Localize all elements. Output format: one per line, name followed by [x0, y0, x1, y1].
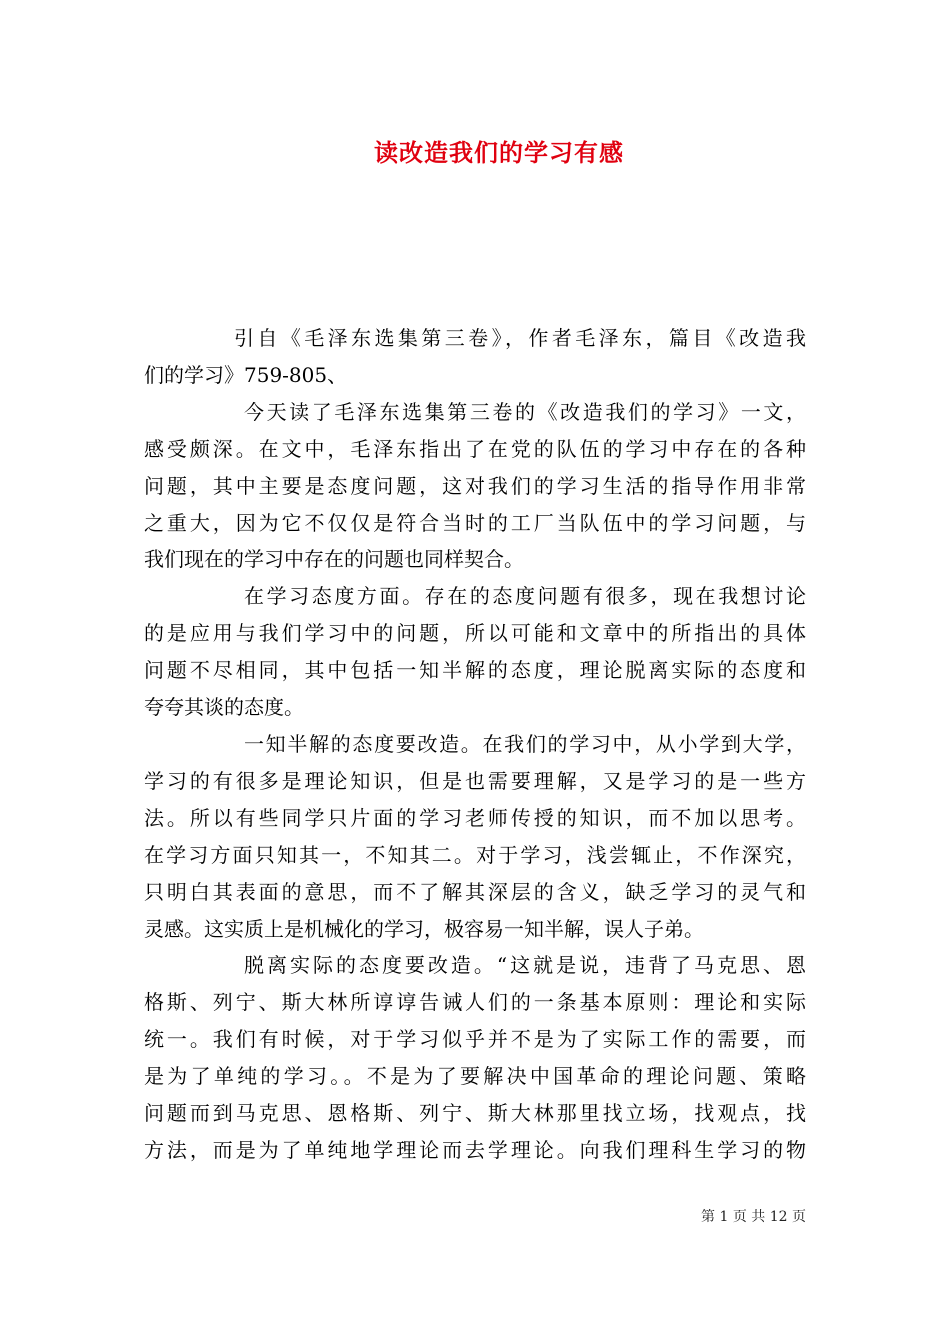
text-line: 问题，其中主要是态度问题，这对我们的学习生活的指导作用非常 — [144, 473, 806, 498]
text-line: 们的学习》759-805、 — [144, 362, 348, 387]
text-line: 脱离实际的态度要改造。“这就是说，违背了马克思、恩 — [244, 953, 806, 978]
text-line: 今天读了毛泽东选集第三卷的《改造我们的学习》一文， — [244, 399, 806, 424]
text-line: 问题不尽相同，其中包括一知半解的态度，理论脱离实际的态度和 — [144, 658, 806, 683]
text-line: 之重大，因为它不仅仅是符合当时的工厂当队伍中的学习问题，与 — [144, 510, 806, 535]
text-line: 是为了单纯的学习。。不是为了要解决中国革命的理论问题、策略 — [144, 1064, 806, 1089]
page-number: 第 1 页 共 12 页 — [701, 1209, 806, 1225]
text-line: 的是应用与我们学习中的问题，所以可能和文章中的所指出的具体 — [144, 621, 806, 646]
text-line: 我们现在的学习中存在的问题也同样契合。 — [144, 547, 524, 572]
text-line: 灵感。这实质上是机械化的学习，极容易一知半解，误人子弟。 — [144, 916, 704, 941]
text-line: 学习的有很多是理论知识，但是也需要理解，又是学习的是一些方 — [144, 768, 806, 793]
text-line: 统一。我们有时候，对于学习似乎并不是为了实际工作的需要，而 — [144, 1027, 806, 1052]
paragraph — [144, 726, 806, 947]
text-line: 夸夸其谈的态度。 — [144, 695, 304, 720]
paragraph — [144, 947, 806, 1168]
text-line: 格斯、列宁、斯大林所谆谆告诫人们的一条基本原则：理论和实际 — [144, 990, 806, 1015]
text-line: 问题而到马克思、恩格斯、列宁、斯大林那里找立场，找观点，找 — [144, 1101, 806, 1126]
text-line: 感受颇深。在文中，毛泽东指出了在党的队伍的学习中存在的各种 — [144, 436, 806, 461]
text-line: 在学习方面只知其一，不知其二。对于学习，浅尝辄止，不作深究， — [144, 842, 806, 867]
text-line: 引自《毛泽东选集第三卷》，作者毛泽东，篇目《改造我 — [234, 326, 806, 350]
text-line: 一知半解的态度要改造。在我们的学习中，从小学到大学， — [244, 731, 806, 756]
document-body — [144, 320, 806, 1169]
document-title: 读改造我们的学习有感 — [374, 138, 624, 167]
paragraph — [144, 394, 806, 579]
text-line: 只明白其表面的意思，而不了解其深层的含义，缺乏学习的灵气和 — [144, 879, 806, 904]
paragraph — [144, 578, 806, 726]
text-line: 在学习态度方面。存在的态度问题有很多，现在我想讨论 — [244, 584, 806, 609]
text-line: 方法，而是为了单纯地学理论而去学理论。向我们理科生学习的物 — [144, 1137, 806, 1162]
paragraph — [144, 320, 806, 394]
text-line: 法。所以有些同学只片面的学习老师传授的知识，而不加以思考。 — [144, 805, 806, 830]
